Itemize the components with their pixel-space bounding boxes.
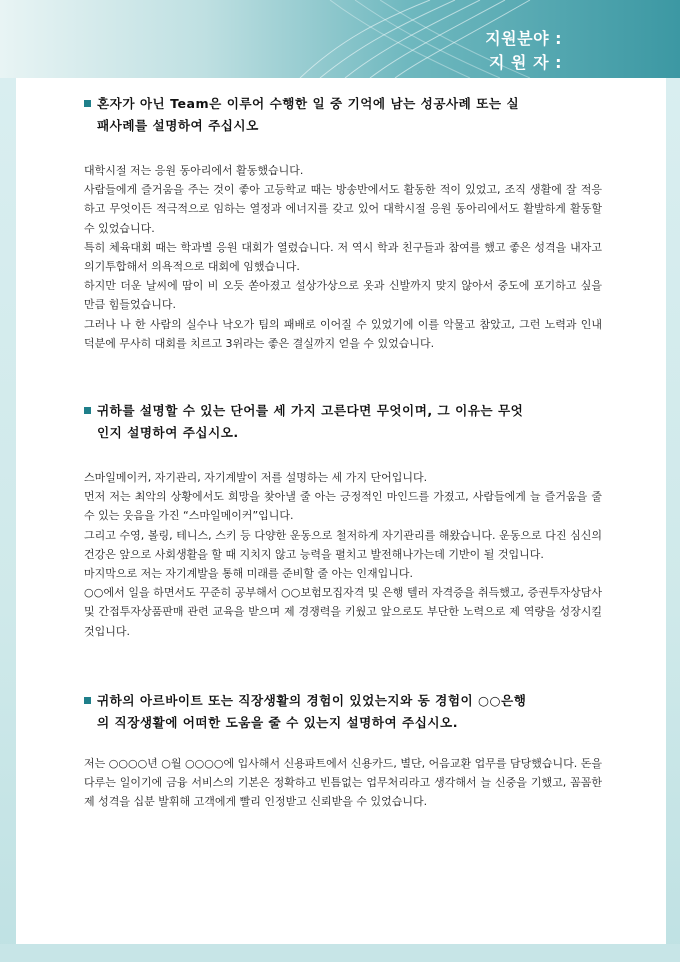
question-line: 인지 설명하여 주십시오. — [97, 425, 239, 441]
answer-paragraph: ○○에서 일을 하면서도 꾸준히 공부해서 ○○보험모집자격 및 은행 텔러 자격증을 취득했고, 증권투자상담사 및 간접투자상품판매 관련 교육을 받으며 제 경쟁력을 키웠고 앞으로도 부단한 노력으로 제 역량을 성장시킬 것입니다. — [84, 586, 602, 638]
field-label: 지원분야 : — [485, 29, 562, 48]
bullet-icon — [84, 697, 91, 704]
right-border — [666, 78, 680, 962]
answer-paragraph: 하지만 더운 날씨에 땀이 비 오듯 쏟아졌고 설상가상으로 옷과 신발까지 맞지 않아서 중도에 포기하고 싶을 만큼 힘들었습니다. — [84, 279, 602, 312]
header-decoration — [0, 0, 680, 78]
section-teamwork — [84, 93, 602, 353]
bottom-border — [0, 944, 680, 962]
answer-paragraph: 그러나 나 한 사람의 실수나 낙오가 팀의 패배로 이어질 수 있었기에 이를 악물고 참았고, 그런 노력과 인내 덕분에 무사히 대회를 치르고 3위라는 좋은 결실까지 얻을 수 있었습니다. — [84, 317, 602, 350]
document-body — [84, 93, 602, 811]
answer-paragraph: 저는 ○○○○년 ○월 ○○○○에 입사해서 신용파트에서 신용카드, 별단, 어음교환 업무를 담당했습니다. 돈을 다루는 일이기에 금융 서비스의 기본은 정확하고 빈틈없는 업무처리라고 생각해서 늘 신중을 기했고, 꼼꼼한 제 성격을 십분 발휘해 고객에게 빨리 인정받고 신뢰받을 수 있었습니다. — [84, 756, 602, 809]
question-line: 귀하의 아르바이트 또는 직장생활의 경험이 있었는지와 동 경험이 ○○은행 — [97, 692, 527, 708]
section-work-experience — [84, 690, 602, 812]
section-self-description — [84, 400, 602, 641]
bullet-icon — [84, 100, 91, 107]
answer-block — [84, 468, 602, 641]
answer-paragraph: 스마일메이커, 자기관리, 자기계발이 저를 설명하는 세 가지 단어입니다. — [84, 471, 428, 485]
bullet-icon — [84, 407, 91, 414]
question-line: 의 직장생활에 어떠한 도움을 줄 수 있는지 설명하여 주십시오. — [97, 714, 458, 730]
question-line: 패사례를 설명하여 주십시오 — [97, 118, 259, 133]
answer-paragraph: 먼저 저는 최악의 상황에서도 희망을 찾아낼 줄 아는 긍정적인 마인드를 가졌고, 사람들에게 늘 즐거움을 줄 수 있는 웃음을 가진 “스마일메이커”입니다. — [84, 490, 602, 523]
answer-paragraph: 마지막으로 저는 자기계발을 통해 미래를 준비할 줄 아는 인재입니다. — [84, 567, 413, 581]
answer-paragraph: 그리고 수영, 볼링, 테니스, 스키 등 다양한 운동으로 철저하게 자기관리를 해왔습니다. 운동으로 다진 심신의 건강은 앞으로 사회생활을 할 때 지치지 않고 능력을 펼치고 발전해나가는데 기반이 될 것입니다. — [84, 528, 602, 561]
question-heading — [84, 690, 602, 734]
question-line: 혼자가 아닌 Team은 이루어 수행한 일 중 기억에 남는 성공사례 또는 실 — [97, 96, 520, 111]
answer-block — [84, 754, 602, 812]
answer-paragraph: 특히 체육대회 때는 학과별 응원 대회가 열렸습니다. 저 역시 학과 친구들과 참여를 했고 좋은 성격을 내자고 의기투합해서 의욕적으로 대회에 임했습니다. — [84, 240, 602, 274]
answer-paragraph: 대학시절 저는 응원 동아리에서 활동했습니다. — [84, 164, 304, 177]
left-border — [0, 78, 16, 962]
question-heading — [84, 93, 602, 137]
question-line: 귀하를 설명할 수 있는 단어를 세 가지 고른다면 무엇이며, 그 이유는 무엇 — [97, 403, 524, 419]
question-heading — [84, 400, 602, 444]
answer-paragraph: 사람들에게 즐거움을 주는 것이 좋아 고등학교 때는 방송반에서도 활동한 적이 있었고, 조직 생활에 잘 적응하고 무엇이든 적극적으로 임하는 열정과 에너지를 갖고 있어 대학시절 응원 동아리에서도 활발하게 활동할 수 있었습니다. — [84, 183, 602, 235]
applicant-label: 지 원 자 : — [489, 53, 562, 72]
page-header — [0, 0, 680, 78]
answer-block — [84, 161, 602, 353]
